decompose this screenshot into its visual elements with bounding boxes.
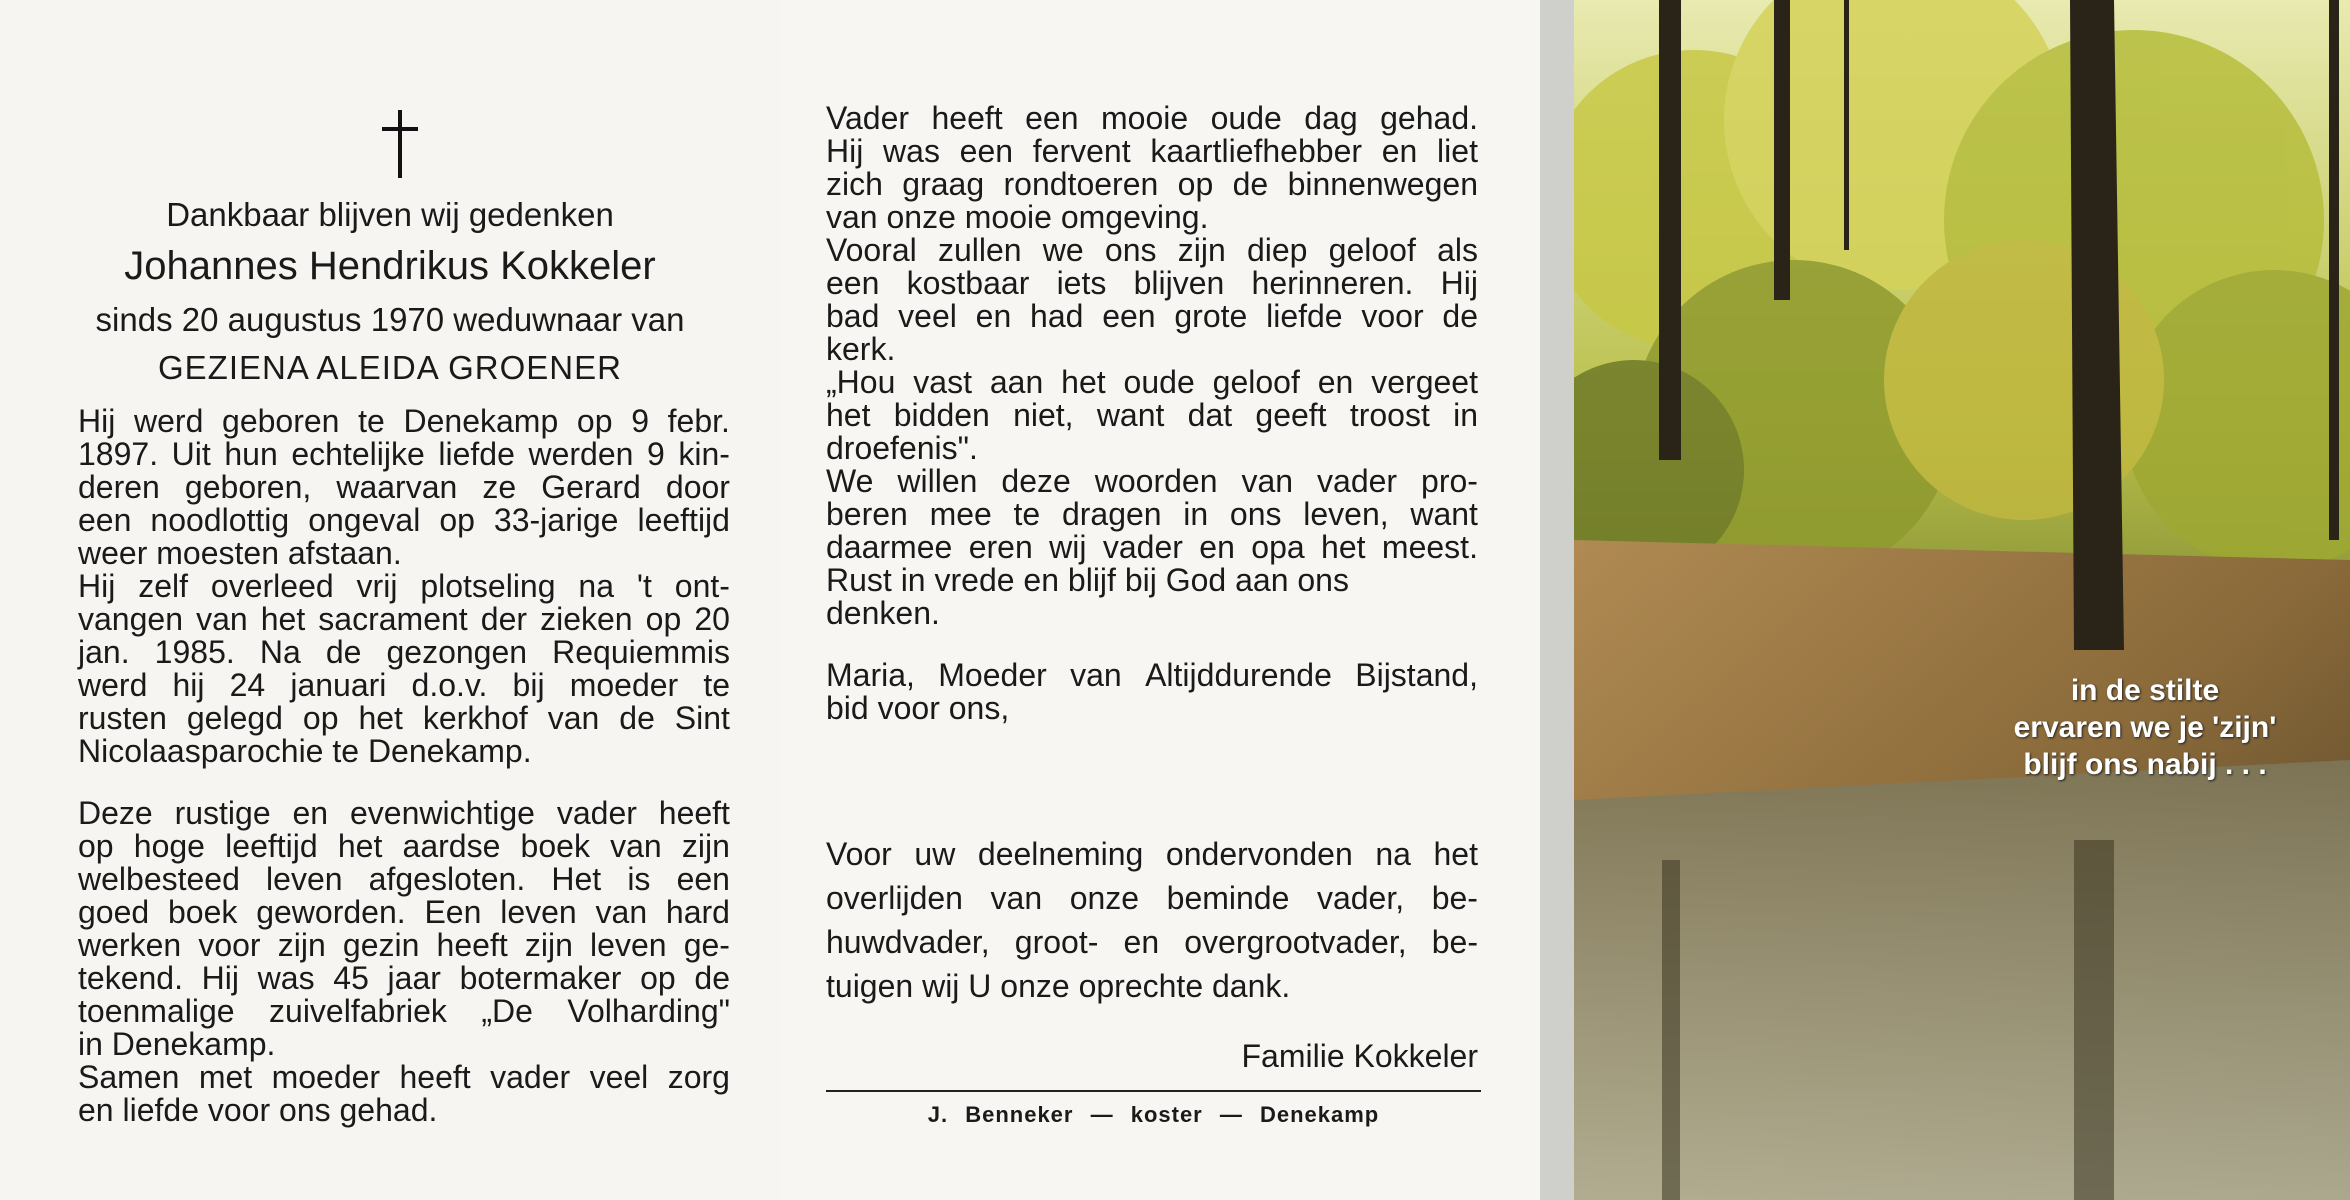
text-line: van onze mooie omgeving. [826, 199, 1209, 235]
text-line: welbesteed leven afgesloten. Het is een [78, 861, 730, 897]
forest-photo [1574, 0, 2350, 1200]
text-line: daarmee eren wij vader en opa het meest. [826, 529, 1478, 565]
text-line: „Hou vast aan het oude geloof en vergeet [826, 364, 1478, 400]
text-line: Hij was een fervent kaartliefhebber en liet [826, 133, 1478, 169]
text-line: tuigen wij U onze oprechte dank. [826, 968, 1291, 1004]
spouse-name: GEZIENA ALEIDA GROENER [158, 349, 622, 386]
memorial-heading: Dankbaar blijven wij gedenken [166, 196, 614, 233]
poem-caption [1990, 672, 2300, 783]
text-line: werken voor zijn gezin heeft zijn leven ge- [78, 927, 730, 963]
divider [826, 1090, 1481, 1092]
text-line: Deze rustige en evenwichtige vader heeft [78, 795, 730, 831]
text-line: Maria, Moeder van Altijddurende Bijstand, [826, 657, 1478, 693]
text-line: Voor uw deelneming ondervonden na het [826, 836, 1478, 872]
text-line: weer moesten afstaan. [78, 535, 402, 571]
text-line: Hij zelf overleed vrij plotseling na 't ont- [78, 568, 730, 604]
text-line: Vooral zullen we ons zijn diep geloof als [826, 232, 1478, 268]
text-line: denken. [826, 595, 940, 631]
thanks-text [826, 832, 1478, 1008]
biography-paragraph-2 [78, 797, 730, 1127]
text-line: vangen van het sacrament der zieken op 20 [78, 601, 730, 637]
text-line: goed boek geworden. Een leven van hard [78, 894, 730, 930]
text-line: tekend. Hij was 45 jaar botermaker op de [78, 960, 730, 996]
text-line: kerk. [826, 331, 896, 367]
deceased-name: Johannes Hendrikus Kokkeler [124, 244, 656, 288]
text-line: Nicolaasparochie te Denekamp. [78, 733, 532, 769]
poem-line: ervaren we je 'zijn' [2013, 711, 2277, 744]
text-line: toenmalige zuivelfabriek „De Volharding" [78, 993, 730, 1029]
poem-line: in de stilte [2070, 674, 2220, 707]
text-line: en liefde voor ons gehad. [78, 1092, 438, 1128]
tribute-paragraph [826, 102, 1478, 630]
prayer-text [826, 659, 1478, 725]
text-line: het bidden niet, want dat geeft troost in [826, 397, 1478, 433]
forest-illustration [1574, 0, 2350, 1200]
text-line: Vader heeft een mooie oude dag gehad. [826, 100, 1478, 136]
widower-line: sinds 20 augustus 1970 weduwnaar van [95, 301, 685, 338]
fold-gap [1540, 0, 1574, 1200]
text-line: bid voor ons, [826, 690, 1010, 726]
text-line: huwdvader, groot- en overgrootvader, be- [826, 924, 1478, 960]
text-line: 1897. Uit hun echtelijke liefde werden 9 kin- [78, 436, 730, 472]
poem-line: blijf ons nabij . . . [2023, 748, 2267, 781]
text-line: droefenis". [826, 430, 978, 466]
text-line: We willen deze woorden van vader pro- [826, 463, 1478, 499]
printer-credit: J. Benneker — koster — Denekamp [927, 1102, 1380, 1127]
text-line: beren mee te dragen in ons leven, want [826, 496, 1478, 532]
biography-paragraph-1 [78, 405, 730, 768]
cross-icon [378, 110, 422, 178]
text-line: op hoge leeftijd het aardse boek van zijn [78, 828, 730, 864]
text-line: jan. 1985. Na de gezongen Requiemmis [78, 634, 730, 670]
text-line: Samen met moeder heeft vader veel zorg [78, 1059, 730, 1095]
text-line: bad veel en had een grote liefde voor de [826, 298, 1478, 334]
text-line: werd hij 24 januari d.o.v. bij moeder te [78, 667, 730, 703]
text-line: in Denekamp. [78, 1026, 276, 1062]
text-line: Hij werd geboren te Denekamp op 9 febr. [78, 403, 730, 439]
tribute-text [826, 102, 1478, 754]
text-line: zich graag rondtoeren op de binnenwegen [826, 166, 1478, 202]
text-line: Rust in vrede en blijf bij God aan ons [826, 562, 1349, 598]
text-line: deren geboren, waarvan ze Gerard door [78, 469, 730, 505]
text-line: rusten gelegd op het kerkhof van de Sint [78, 700, 730, 736]
biography-text [78, 405, 730, 1156]
text-line: overlijden van onze beminde vader, be- [826, 880, 1478, 916]
text-line: een kostbaar iets blijven herinneren. Hij [826, 265, 1478, 301]
text-line: een noodlottig ongeval op 33-jarige leeftijd [78, 502, 730, 538]
family-signature: Familie Kokkeler [1241, 1038, 1478, 1074]
